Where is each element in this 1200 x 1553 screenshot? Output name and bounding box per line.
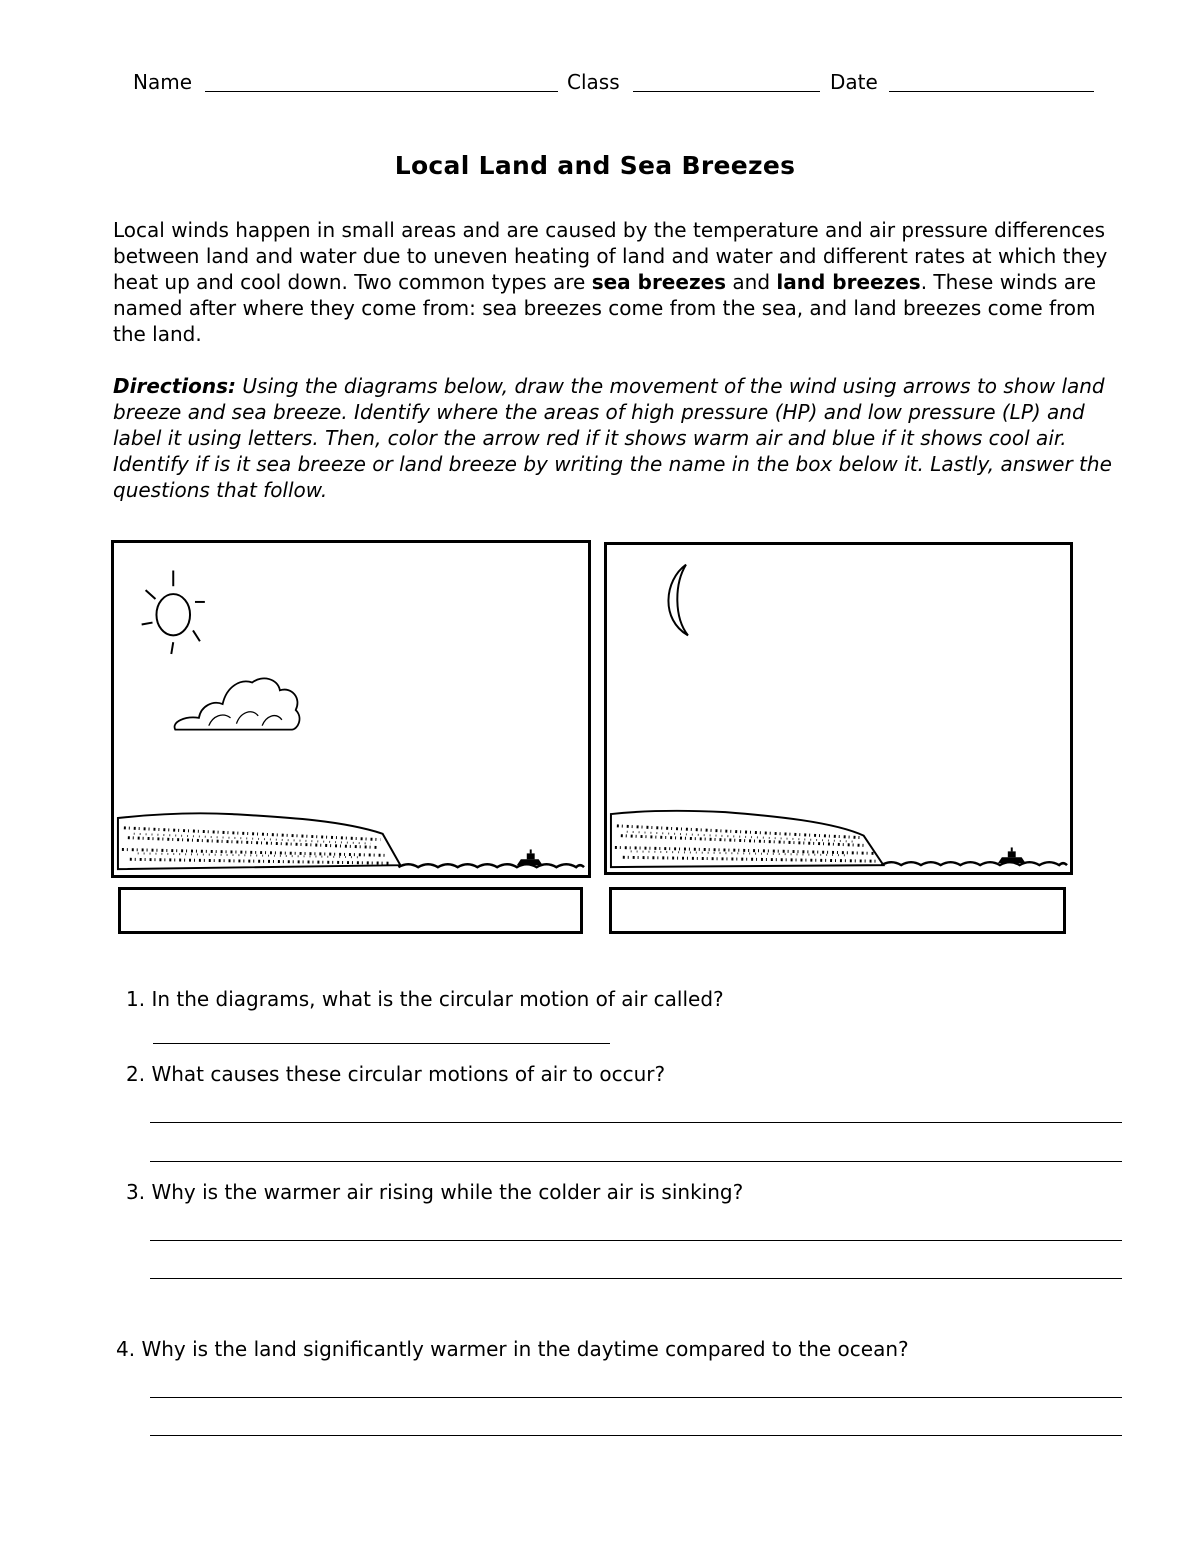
sun-icon [142,571,205,654]
moon-icon [668,565,688,636]
question-4: 4. Why is the land significantly warmer in the daytime compared to the ocean? [116,1337,909,1361]
intro-text-2: and [726,270,777,294]
term-sea-breezes: sea breezes [591,270,727,294]
boat-icon [998,847,1026,863]
date-label: Date [830,70,878,94]
cloud-icon [175,678,300,729]
name-field[interactable] [205,91,558,92]
class-field[interactable] [633,91,820,92]
sea-icon [881,862,1067,865]
boat-icon [517,849,543,865]
question-1: 1. In the diagrams, what is the circular motion of air called? [126,987,724,1011]
day-breeze-answer-box[interactable] [118,887,583,934]
term-land-breezes: land breezes [776,270,921,294]
answer-line-3b[interactable] [150,1278,1122,1279]
page-title: Local Land and Sea Breezes [394,151,796,180]
land-icon [611,811,883,867]
directions-paragraph [113,373,1123,503]
intro-text-1: Local winds happen in small areas and are caused by the temperature and air pressure differences between land and water due to uneven heating of land and water and different rates at which they heat up and cool down. Two common types are [113,218,1108,294]
night-breeze-answer-box[interactable] [609,887,1066,934]
answer-line-2b[interactable] [150,1161,1122,1162]
answer-line-3a[interactable] [150,1240,1122,1241]
question-3: 3. Why is the warmer air rising while the colder air is sinking? [126,1180,744,1204]
day-diagram[interactable] [111,540,591,878]
question-2: 2. What causes these circular motions of air to occur? [126,1062,666,1086]
answer-line-2a[interactable] [150,1122,1122,1123]
directions-lead: Directions: [113,374,237,398]
intro-paragraph [113,217,1123,347]
directions-text: Using the diagrams below, draw the movement of the wind using arrows to show land breeze and sea breeze. Identify where the areas of high pressure (HP) and low pressure (LP) and label it using letters. Then, color the arrow red if it shows warm air and blue if it shows cool air. Identify if is it sea breeze or land breeze by writing the name in the box below it. Lastly, answer the questions that follow. [113,374,1112,502]
name-label: Name [133,70,193,94]
night-diagram[interactable] [604,542,1073,875]
intro-text-3: . These winds are named after where they come from: sea breezes come from the sea, and land breezes come from the land. [113,270,1097,346]
date-field[interactable] [889,91,1094,92]
land-icon [118,813,400,869]
sea-icon [398,864,584,867]
answer-line-4a[interactable] [150,1397,1122,1398]
answer-line-1[interactable] [153,1043,610,1044]
class-label: Class [567,70,620,94]
answer-line-4b[interactable] [150,1435,1122,1436]
